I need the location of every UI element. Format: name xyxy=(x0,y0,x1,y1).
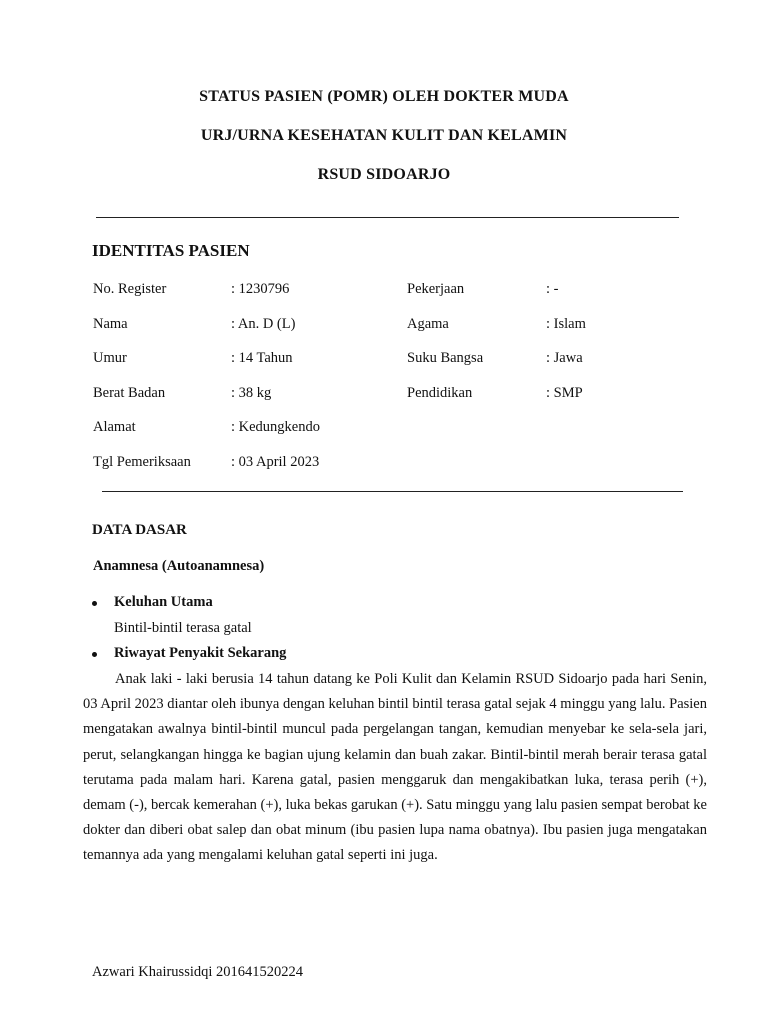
field-label: Alamat xyxy=(93,419,136,435)
field-label: No. Register xyxy=(93,281,167,297)
identitas-heading: IDENTITAS PASIEN xyxy=(92,241,250,260)
header-title-3: RSUD SIDOARJO xyxy=(317,166,451,183)
field-value: : 1230796 xyxy=(231,281,290,297)
field-label: Umur xyxy=(93,350,127,366)
field-value: : 14 Tahun xyxy=(231,350,293,366)
field-label: Tgl Pemeriksaan xyxy=(93,454,191,470)
riwayat-label: Riwayat Penyakit Sekarang xyxy=(114,645,287,661)
identitas-row xyxy=(0,454,768,474)
field-label: Suku Bangsa xyxy=(407,350,484,366)
header-title-1: STATUS PASIEN (POMR) OLEH DOKTER MUDA xyxy=(199,88,569,105)
riwayat-paragraph: Anak laki - laki berusia 14 tahun datang ke Poli Kulit dan Kelamin RSUD Sidoarjo pada hari Senin, 03 April 2023 diantar oleh ibunya dengan keluhan bintil bintil terasa gatal sejak 4 minggu yang lalu. Pasien mengatakan awalnya bintil-bintil muncul pada pergelangan tangan, kemudian menyebar ke sela-sela jari, perut, selangkangan hingga ke bagian ujung kelamin dan buah zakar. Bintil-bintil merah berair terasa gatal terutama pada malam hari. Karena gatal, pasien menggaruk dan mengakibatkan luka, terasa perih (+), demam (-), bercak kemerahan (+), luka bekas garukan (+). Satu minggu yang lalu pasien sempat berobat ke dokter dan diberi obat salep dan obat minum (ibu pasien lupa nama obatnya). Ibu pasien juga mengatakan temannya ada yang mengalami keluhan gatal seperti ini juga. xyxy=(83,671,707,864)
identitas-row xyxy=(0,385,768,405)
field-label: Berat Badan xyxy=(93,385,166,401)
identitas-row xyxy=(0,281,768,301)
divider-top xyxy=(96,217,679,218)
bullet-icon xyxy=(92,652,97,657)
identitas-row xyxy=(0,419,768,439)
field-value: : An. D (L) xyxy=(231,316,296,332)
footer-author: Azwari Khairussidqi 201641520224 xyxy=(92,964,304,980)
field-label: Agama xyxy=(407,316,449,332)
field-label: Pendidikan xyxy=(407,385,473,401)
field-label: Pekerjaan xyxy=(407,281,465,297)
field-value: : 03 April 2023 xyxy=(231,454,320,470)
bullet-icon xyxy=(92,601,97,606)
field-value: : 38 kg xyxy=(231,385,272,401)
keluhan-utama-text: Bintil-bintil terasa gatal xyxy=(114,620,252,636)
field-value: : Islam xyxy=(546,316,586,332)
data-dasar-heading: DATA DASAR xyxy=(92,522,187,538)
header-title-2: URJ/URNA KESEHATAN KULIT DAN KELAMIN xyxy=(200,127,568,144)
identitas-row xyxy=(0,316,768,336)
field-label: Nama xyxy=(93,316,128,332)
keluhan-utama-label: Keluhan Utama xyxy=(114,594,213,610)
identitas-row xyxy=(0,350,768,370)
field-value: : Kedungkendo xyxy=(231,419,320,435)
divider-middle xyxy=(102,491,683,492)
anamnesa-heading: Anamnesa (Autoanamnesa) xyxy=(93,558,265,574)
field-value: : SMP xyxy=(546,385,583,401)
field-value: : - xyxy=(546,281,559,297)
field-value: : Jawa xyxy=(546,350,583,366)
